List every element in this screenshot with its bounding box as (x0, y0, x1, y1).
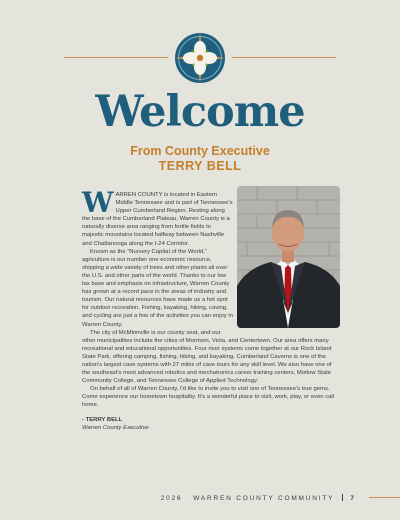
page-footer (161, 494, 354, 502)
article-body (82, 186, 340, 432)
subtitle-line1: From County Executive (130, 144, 270, 158)
footer-rule (369, 497, 400, 498)
footer-publication: WARREN COUNTY COMMUNITY (193, 495, 335, 502)
county-executive-photo (237, 186, 340, 328)
header-rule-right (232, 57, 336, 58)
dropcap-letter: W (82, 186, 114, 219)
footer-separator (342, 494, 343, 501)
paragraph-4: On behalf of all of Warren County, I'd like to invite you to visit one of Tennessee's true gems. Come experience our hometown hospitality. It's a wonderful place to visit, work, play, or even call home. (82, 386, 335, 409)
dogwood-flower-compass-icon (174, 32, 226, 84)
footer-year: 2026 (160, 495, 183, 502)
page-title: Welcome (95, 87, 305, 137)
paragraph-1: ARREN COUNTY is located in Eastern Middle Tennessee and is part of Tennessee's Upper Cumberland Region. Resting along the base of the Cumberland Plateau, Warren County is a naturally diverse area ranging from fertile fields to majestic mountains located halfway between Nashville and Chattanooga along the I-24 Corridor. (82, 192, 233, 247)
paragraph-2: Known as the “Nursery Capital of the World,” agriculture is our number one economic resource, shipping a wide variety of trees and other plants all over the U.S. and other parts of the world. Thanks to our low tax base and emphasis on infrastructure, Warren County has grown at a record pace in the areas of industry and tourism. Our natural resources have made us a hot spot for outdoor recreation. Fishing, kayaking, hiking, caving, and cycling are just a few of the activities you can enjoy in Warren County. (82, 248, 233, 328)
header-rule-left (64, 57, 168, 58)
signature-name: - TERRY BELL (82, 416, 123, 423)
paragraph-3: The city of McMinnville is our county seat, and our other municipalities include the cities of Morrison, Viola, and Centertown. Our area offers many recreational and educational opportunities. Four river systems come together at our Rock Island State Park, offering camping, fishing, hiking, and kayaking. Cumberland Caverns is one of the nation's largest cave systems with 27 miles of cave tours for any skill level. We also have one of the southeast's most advanced robotics and mechatronics career training centers, Motlow State Community College, and Tennessee College of Applied Technology. (82, 329, 332, 385)
subtitle-line2: TERRY BELL (158, 159, 242, 173)
page-number: 7 (350, 495, 354, 502)
signature-title: Warren County Executive (82, 424, 149, 431)
